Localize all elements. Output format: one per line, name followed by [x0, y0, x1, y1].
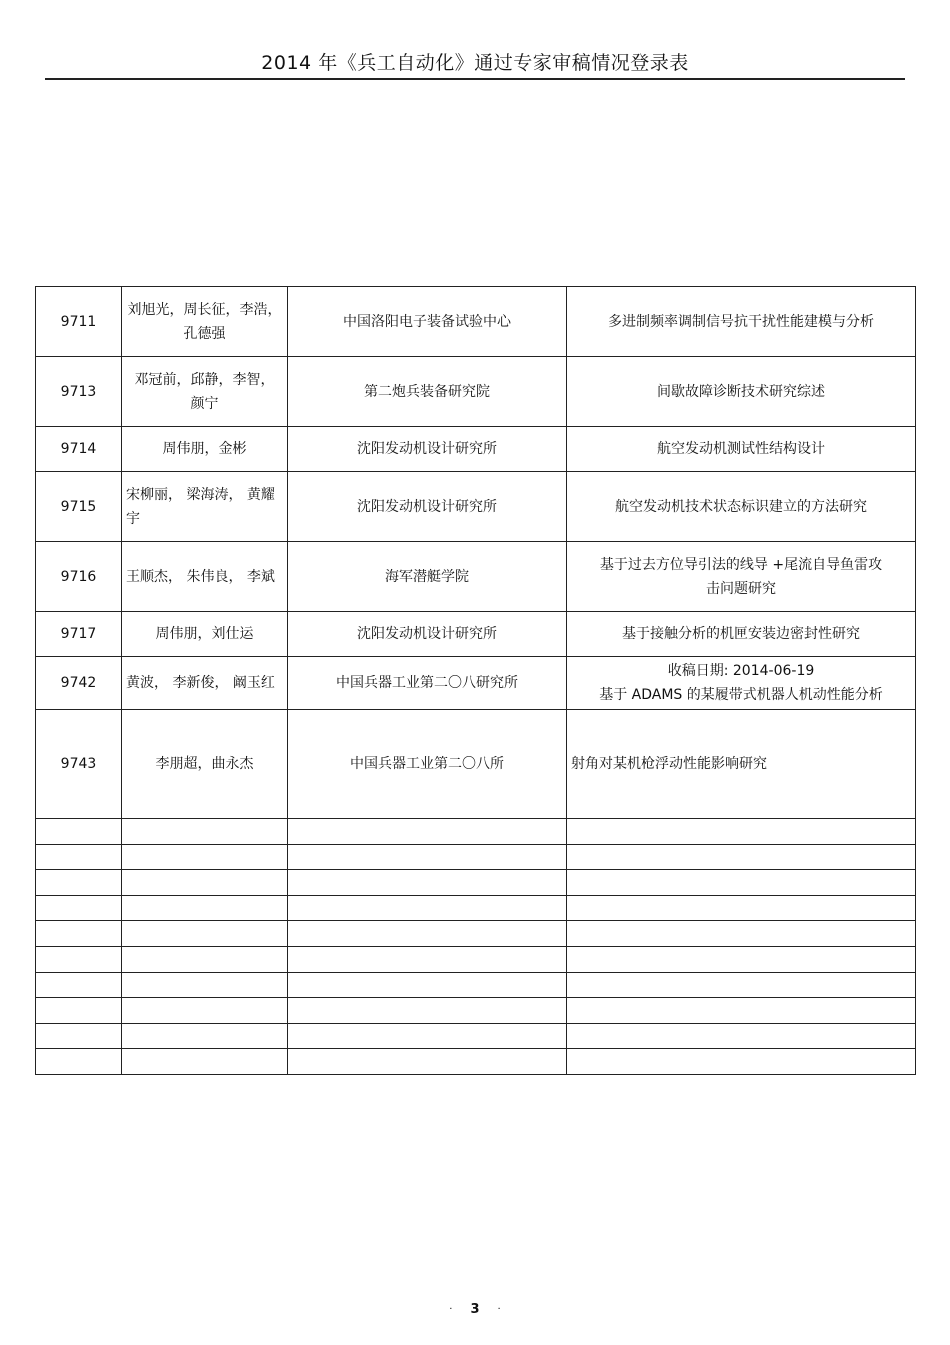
empty-cell — [567, 1049, 916, 1075]
affiliation-cell: 沈阳发动机设计研究所 — [288, 472, 567, 542]
authors-cell-line: 李朋超，曲永杰 — [155, 756, 254, 772]
empty-table-row — [36, 1023, 916, 1049]
page-title: 2014 年《兵工自动化》通过专家审稿情况登录表 — [261, 52, 689, 74]
empty-cell — [567, 844, 916, 870]
empty-cell — [288, 998, 567, 1024]
authors-cell — [122, 357, 288, 427]
manuscript-id: 9716 — [36, 542, 122, 612]
empty-table-row — [36, 921, 916, 947]
paper-title-cell-line: 航空发动机技术状态标识建立的方法研究 — [615, 498, 867, 515]
table-row — [36, 657, 916, 710]
empty-table-row — [36, 895, 916, 921]
empty-cell — [288, 946, 567, 972]
register-body — [36, 287, 916, 1075]
paper-title-cell-line: 航空发动机测试性结构设计 — [657, 441, 825, 457]
empty-cell — [122, 819, 288, 845]
authors-cell — [122, 612, 288, 657]
paper-title-cell — [567, 542, 916, 612]
authors-cell — [122, 472, 288, 542]
empty-cell — [36, 819, 122, 845]
empty-cell — [36, 870, 122, 896]
paper-title-cell-line: 收稿日期: 2014-06-19 — [667, 663, 815, 679]
table-row — [36, 472, 916, 542]
empty-cell — [567, 895, 916, 921]
affiliation-cell: 中国洛阳电子装备试验中心 — [288, 287, 567, 357]
paper-title-cell — [567, 657, 916, 710]
empty-cell — [122, 921, 288, 947]
manuscript-id: 9743 — [36, 710, 122, 819]
authors-cell — [122, 657, 288, 710]
manuscript-id: 9715 — [36, 472, 122, 542]
empty-cell — [288, 895, 567, 921]
paper-title-cell-line: 基于过去方位导引法的线导 +尾流自导鱼雷攻 — [599, 556, 883, 573]
paper-title-cell-line: 间歇故障诊断技术研究综述 — [657, 383, 825, 400]
footer-dot-left: · — [449, 1304, 453, 1315]
paper-title-cell — [567, 427, 916, 472]
empty-cell — [288, 1023, 567, 1049]
authors-cell-line: 颜宁 — [190, 395, 219, 412]
empty-cell — [288, 1049, 567, 1075]
empty-cell — [36, 946, 122, 972]
affiliation-cell: 海军潜艇学院 — [288, 542, 567, 612]
footer-dot-right: · — [497, 1304, 501, 1315]
paper-title-cell-line: 基于 ADAMS 的某履带式机器人机动性能分析 — [599, 687, 883, 703]
empty-cell — [122, 1049, 288, 1075]
affiliation-cell: 中国兵器工业第二〇八研究所 — [288, 657, 567, 710]
manuscript-id: 9714 — [36, 427, 122, 472]
empty-table-row — [36, 1049, 916, 1075]
authors-cell — [122, 427, 288, 472]
empty-cell — [567, 946, 916, 972]
manuscript-id: 9711 — [36, 287, 122, 357]
empty-cell — [36, 972, 122, 998]
empty-cell — [567, 1023, 916, 1049]
empty-table-row — [36, 998, 916, 1024]
authors-cell-line: 周伟朋，金彬 — [162, 441, 247, 457]
empty-cell — [567, 819, 916, 845]
page-number: 3 — [470, 1302, 480, 1317]
affiliation-cell: 沈阳发动机设计研究所 — [288, 612, 567, 657]
table-row — [36, 287, 916, 357]
empty-table-row — [36, 819, 916, 845]
authors-cell-line: 王顺杰， 朱伟良， 李斌 — [126, 568, 275, 585]
affiliation-cell: 沈阳发动机设计研究所 — [288, 427, 567, 472]
empty-cell — [288, 819, 567, 845]
empty-table-row — [36, 972, 916, 998]
empty-cell — [122, 844, 288, 870]
empty-table-row — [36, 844, 916, 870]
paper-title-cell — [567, 357, 916, 427]
paper-title-cell — [567, 710, 916, 819]
authors-cell-line: 周伟朋，刘仕运 — [155, 626, 254, 642]
empty-cell — [288, 972, 567, 998]
manuscript-register-table — [35, 286, 916, 1075]
header-rule — [45, 78, 905, 80]
paper-title-cell — [567, 287, 916, 357]
empty-cell — [36, 998, 122, 1024]
empty-cell — [288, 921, 567, 947]
empty-cell — [567, 921, 916, 947]
table-row — [36, 427, 916, 472]
page-footer — [0, 1302, 950, 1317]
empty-cell — [567, 870, 916, 896]
table-row — [36, 710, 916, 819]
paper-title-cell-line: 射角对某机枪浮动性能影响研究 — [571, 756, 767, 772]
paper-title-cell-line: 多进制频率调制信号抗干扰性能建模与分析 — [608, 313, 874, 330]
affiliation-cell: 中国兵器工业第二〇八所 — [288, 710, 567, 819]
authors-cell-line: 黄波， 李新俊， 阚玉红 — [126, 675, 275, 691]
empty-cell — [122, 870, 288, 896]
authors-cell — [122, 287, 288, 357]
empty-table-row — [36, 870, 916, 896]
authors-cell — [122, 710, 288, 819]
manuscript-id: 9713 — [36, 357, 122, 427]
paper-title-cell-line: 击问题研究 — [706, 580, 776, 597]
empty-cell — [122, 946, 288, 972]
empty-cell — [122, 1023, 288, 1049]
empty-cell — [36, 844, 122, 870]
empty-cell — [288, 844, 567, 870]
authors-cell-line: 刘旭光，周长征，李浩， — [127, 301, 282, 318]
table-row — [36, 357, 916, 427]
empty-cell — [36, 921, 122, 947]
empty-table-row — [36, 946, 916, 972]
empty-cell — [36, 895, 122, 921]
authors-cell-line: 宋柳丽， 梁海涛， 黄耀 — [126, 486, 275, 503]
manuscript-id: 9717 — [36, 612, 122, 657]
affiliation-cell: 第二炮兵装备研究院 — [288, 357, 567, 427]
manuscript-id: 9742 — [36, 657, 122, 710]
authors-cell-line: 孔德强 — [183, 325, 226, 342]
paper-title-cell — [567, 472, 916, 542]
empty-cell — [122, 972, 288, 998]
authors-cell-line: 邓冠前，邱静，李智， — [134, 371, 275, 388]
empty-cell — [567, 998, 916, 1024]
table-row — [36, 612, 916, 657]
paper-title-cell — [567, 612, 916, 657]
empty-cell — [36, 1023, 122, 1049]
authors-cell — [122, 542, 288, 612]
table-row — [36, 542, 916, 612]
empty-cell — [122, 895, 288, 921]
empty-cell — [122, 998, 288, 1024]
empty-cell — [288, 870, 567, 896]
authors-cell-line: 宇 — [126, 510, 140, 527]
empty-cell — [36, 1049, 122, 1075]
empty-cell — [567, 972, 916, 998]
paper-title-cell-line: 基于接触分析的机匣安装边密封性研究 — [622, 626, 860, 642]
